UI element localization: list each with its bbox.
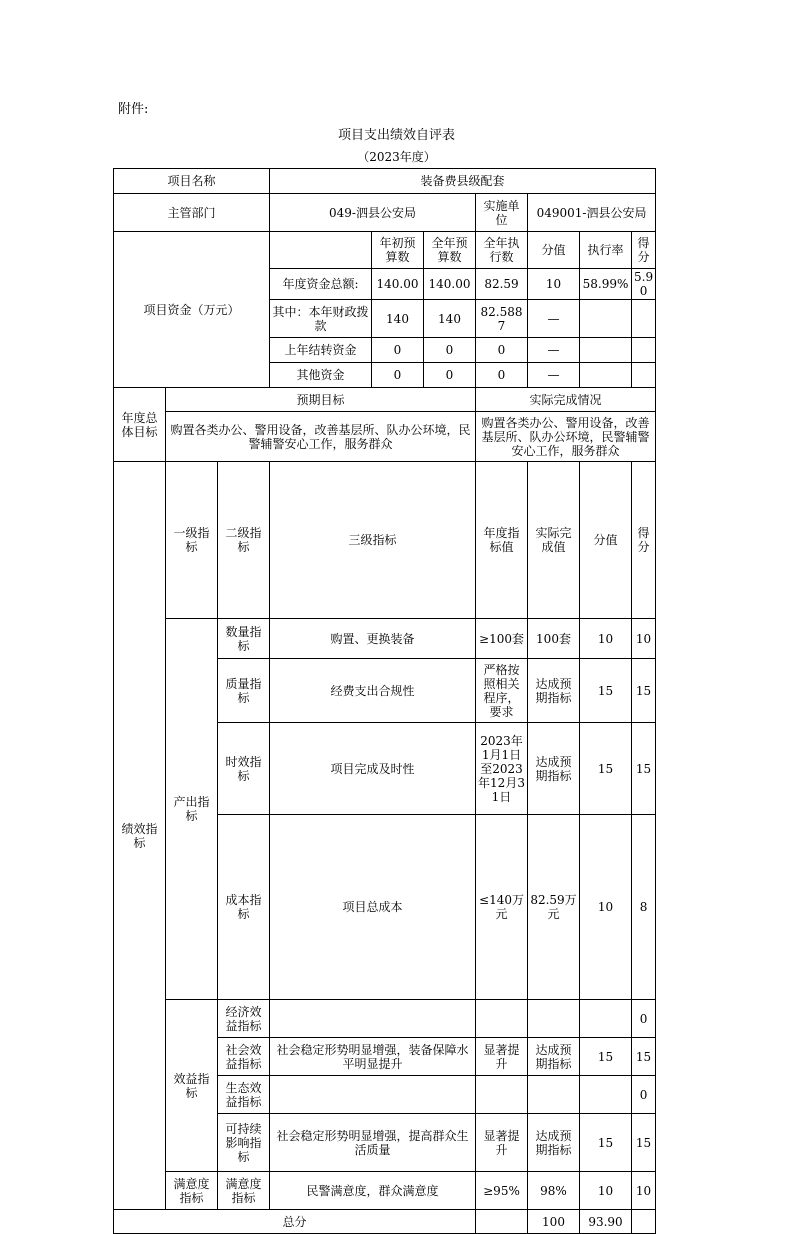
target-cell: 严格按照相关程序，要求 (476, 659, 528, 723)
funds-cell: 58.99% (580, 269, 632, 300)
funds-cell: 0 (424, 338, 476, 363)
satisfaction-level1: 满意度指标 (166, 1172, 218, 1210)
target-cell: ≥100套 (476, 619, 528, 659)
project-name-label: 项目名称 (114, 169, 270, 194)
funds-cell (632, 300, 656, 338)
level2-cell: 生态效益指标 (218, 1076, 270, 1114)
target-cell: 显著提升 (476, 1038, 528, 1076)
actual-cell: 达成预期指标 (528, 723, 580, 815)
total-note (632, 1210, 656, 1234)
evaluation-table (113, 168, 656, 1234)
funds-cell: 140 (424, 300, 476, 338)
page-title: 项目支出绩效自评表 (337, 128, 455, 143)
level2-cell: 数量指标 (218, 619, 270, 659)
goals-expected-header: 预期目标 (166, 388, 476, 412)
satisfaction-level2: 满意度指标 (218, 1172, 270, 1210)
funds-cell (580, 338, 632, 363)
goals-label: 年度总体目标 (114, 388, 166, 462)
funds-cell: 0 (476, 338, 528, 363)
score-value-cell: 15 (580, 1114, 632, 1172)
indicator-header: 分值 (580, 462, 632, 619)
score-cell: 8 (632, 815, 656, 1000)
score-value-cell (580, 1000, 632, 1038)
satisfaction-score: 10 (632, 1172, 656, 1210)
funds-cell: — (528, 338, 580, 363)
total-score: 93.90 (580, 1210, 632, 1234)
satisfaction-level3: 民警满意度，群众满意度 (270, 1172, 476, 1210)
impl-unit-value: 049001-泗县公安局 (528, 194, 656, 232)
goals-actual-text: 购置各类办公、警用设备，改善基层所、队办公环境，民警辅警安心工作，服务群众 (476, 412, 656, 462)
score-value-cell: 10 (580, 619, 632, 659)
level3-cell: 项目总成本 (270, 815, 476, 1000)
funds-header: 年初预算数 (372, 232, 424, 269)
level3-cell (270, 1000, 476, 1038)
funds-cell: 140.00 (372, 269, 424, 300)
funds-header: 分值 (528, 232, 580, 269)
level2-cell: 质量指标 (218, 659, 270, 723)
target-cell (476, 1076, 528, 1114)
satisfaction-score-value: 10 (580, 1172, 632, 1210)
goals-actual-header: 实际完成情况 (476, 388, 656, 412)
attachment-label: 附件: (118, 102, 149, 117)
total-score-value: 100 (528, 1210, 580, 1234)
target-cell: 2023年1月1日至2023年12月31日 (476, 723, 528, 815)
benefit-indicator-label: 效益指标 (166, 1000, 218, 1172)
indicator-header: 一级指标 (166, 462, 218, 619)
satisfaction-target: ≥95% (476, 1172, 528, 1210)
funds-cell: — (528, 300, 580, 338)
total-label: 总分 (114, 1210, 476, 1234)
score-cell: 15 (632, 659, 656, 723)
indicator-header: 三级指标 (270, 462, 476, 619)
funds-cell (632, 363, 656, 388)
score-cell: 15 (632, 1038, 656, 1076)
level3-cell (270, 1076, 476, 1114)
funds-row-label: 其他资金 (270, 363, 372, 388)
score-cell: 0 (632, 1076, 656, 1114)
score-cell: 15 (632, 1114, 656, 1172)
actual-cell: 达成预期指标 (528, 1114, 580, 1172)
score-value-cell: 10 (580, 815, 632, 1000)
funds-cell: 140.00 (424, 269, 476, 300)
satisfaction-actual: 98% (528, 1172, 580, 1210)
level3-cell: 社会稳定形势明显增强，提高群众生活质量 (270, 1114, 476, 1172)
actual-cell: 82.59万元 (528, 815, 580, 1000)
level2-cell: 经济效益指标 (218, 1000, 270, 1038)
funds-label: 项目资金（万元） (114, 232, 270, 388)
level2-cell: 社会效益指标 (218, 1038, 270, 1076)
impl-unit-label: 实施单位 (476, 194, 528, 232)
total-blank (476, 1210, 528, 1234)
dept-value: 049-泗县公安局 (270, 194, 476, 232)
indicator-header: 二级指标 (218, 462, 270, 619)
score-value-cell: 15 (580, 1038, 632, 1076)
indicators-label: 绩效指标 (114, 462, 166, 1210)
funds-cell: 10 (528, 269, 580, 300)
level3-cell: 经费支出合规性 (270, 659, 476, 723)
target-cell (476, 1000, 528, 1038)
score-cell: 15 (632, 723, 656, 815)
actual-cell (528, 1000, 580, 1038)
funds-cell: 82.59 (476, 269, 528, 300)
funds-cell: 0 (476, 363, 528, 388)
target-cell: 显著提升 (476, 1114, 528, 1172)
funds-header-blank (270, 232, 372, 269)
funds-header: 执行率 (580, 232, 632, 269)
actual-cell (528, 1076, 580, 1114)
page-subtitle: （2023年度） (357, 150, 436, 164)
indicator-header: 得分 (632, 462, 656, 619)
level2-cell: 成本指标 (218, 815, 270, 1000)
goals-expected-text: 购置各类办公、警用设备，改善基层所、队办公环境，民警辅警安心工作，服务群众 (166, 412, 476, 462)
score-value-cell: 15 (580, 659, 632, 723)
funds-row-label: 年度资金总额: (270, 269, 372, 300)
actual-cell: 100套 (528, 619, 580, 659)
funds-row-label: 上年结转资金 (270, 338, 372, 363)
funds-cell: — (528, 363, 580, 388)
funds-header: 得分 (632, 232, 656, 269)
funds-cell: 140 (372, 300, 424, 338)
funds-cell: 0 (372, 363, 424, 388)
actual-cell: 达成预期指标 (528, 1038, 580, 1076)
level3-cell: 购置、更换装备 (270, 619, 476, 659)
funds-header: 全年执行数 (476, 232, 528, 269)
funds-row-label: 其中：本年财政拨款 (270, 300, 372, 338)
actual-cell: 达成预期指标 (528, 659, 580, 723)
funds-cell (580, 363, 632, 388)
score-cell: 10 (632, 619, 656, 659)
funds-cell (580, 300, 632, 338)
funds-cell: 0 (372, 338, 424, 363)
score-value-cell: 15 (580, 723, 632, 815)
funds-cell (632, 338, 656, 363)
indicator-header: 年度指标值 (476, 462, 528, 619)
level2-cell: 可持续影响指标 (218, 1114, 270, 1172)
funds-cell: 82.5887 (476, 300, 528, 338)
score-cell: 0 (632, 1000, 656, 1038)
indicator-header: 实际完成值 (528, 462, 580, 619)
dept-label: 主管部门 (114, 194, 270, 232)
score-value-cell (580, 1076, 632, 1114)
funds-cell: 0 (424, 363, 476, 388)
level3-cell: 社会稳定形势明显增强，装备保障水平明显提升 (270, 1038, 476, 1076)
funds-cell: 5.90 (632, 269, 656, 300)
level3-cell: 项目完成及时性 (270, 723, 476, 815)
output-indicator-label: 产出指标 (166, 619, 218, 1000)
project-name-value: 装备费县级配套 (270, 169, 656, 194)
level2-cell: 时效指标 (218, 723, 270, 815)
target-cell: ≤140万元 (476, 815, 528, 1000)
funds-header: 全年预算数 (424, 232, 476, 269)
